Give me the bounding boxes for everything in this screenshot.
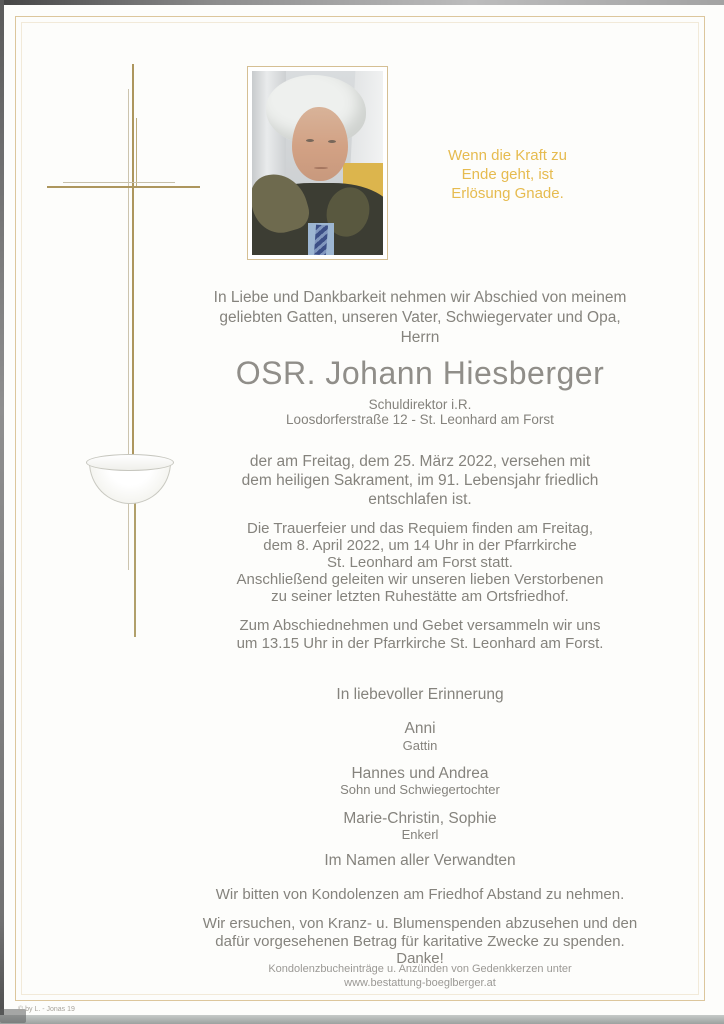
footer-line: www.bestattung-boeglberger.at [344, 976, 496, 989]
quote-line: Ende geht, ist [461, 166, 554, 183]
funeral-line: dem 8. April 2022, um 14 Uhr in der Pfarrkirche [263, 537, 577, 554]
scan-edge-top [0, 0, 724, 5]
photo-mouth [314, 167, 328, 169]
death-notice-paragraph [120, 452, 720, 509]
gathering-line: um 13.15 Uhr in der Pfarrkirche St. Leonhard am Forst. [236, 635, 604, 652]
intro-line: Herrn [400, 329, 440, 346]
family-note: Im Namen aller Verwandten [324, 852, 516, 869]
photo-tie [314, 225, 328, 255]
gathering-line: Zum Abschiednehmen und Gebet versammeln wir uns [239, 617, 601, 634]
mourner-name: Anni [404, 720, 436, 737]
photo-eye [328, 140, 336, 143]
cross-horizontal-line [63, 182, 175, 183]
cross-vertical-line [136, 118, 137, 186]
donation-note [120, 915, 720, 968]
deceased-name: OSR. Johann Hiesberger [235, 355, 605, 391]
deceased-address: Loosdorferstraße 12 - St. Leonhard am Forst [286, 412, 554, 427]
copyright-note: © by L. - Jonas 19 [18, 1006, 75, 1013]
deceased-title: Schuldirektor i.R. [368, 397, 472, 412]
quote-line: Wenn die Kraft zu [448, 147, 567, 164]
donation-line: dafür vorgesehenen Betrag für karitative Zwecke zu spenden. [215, 932, 625, 950]
quote-line: Erlösung Gnade. [451, 185, 564, 202]
cross-horizontal-line [47, 186, 200, 188]
mourner-relation: Enkerl [401, 827, 439, 842]
funeral-paragraph [120, 520, 720, 605]
portrait-photo-image [252, 71, 383, 255]
mourner-relation: Gattin [402, 738, 438, 753]
intro-line: In Liebe und Dankbarkeit nehmen wir Abschied von meinem [213, 289, 627, 306]
donation-line: Danke! [396, 950, 444, 967]
mourner-name: Marie-Christin, Sophie [343, 810, 497, 827]
remembrance-heading: In liebevoller Erinnerung [336, 686, 504, 703]
intro-line: geliebten Gatten, unseren Vater, Schwiegervater und Opa, [219, 309, 621, 326]
death-notice-line: der am Freitag, dem 25. März 2022, versehen mit [249, 453, 591, 470]
portrait-photo [247, 66, 388, 260]
quote-block [425, 146, 590, 203]
funeral-line: St. Leonhard am Forst statt. [327, 554, 513, 571]
photo-eye [306, 139, 314, 142]
footer-note [120, 963, 720, 990]
death-notice-line: dem heiligen Sakrament, im 91. Lebensjahr friedlich [241, 472, 599, 489]
death-notice-line: entschlafen ist. [368, 491, 472, 508]
funeral-line: Anschließend geleiten wir unseren lieben Verstorbenen [236, 571, 604, 588]
scan-edge-left [0, 0, 4, 1024]
donation-line: Wir ersuchen, von Kranz- u. Blumenspenden abzusehen und den [202, 915, 638, 932]
funeral-line: zu seiner letzten Ruhestätte am Ortsfriedhof. [271, 588, 569, 605]
funeral-line: Die Trauerfeier und das Requiem finden am Freitag, [246, 520, 593, 537]
footer-line: Kondolenzbucheinträge u. Anzünden von Gedenkkerzen unter [268, 963, 572, 975]
mourner-relation: Sohn und Schwiegertochter [340, 782, 500, 797]
scan-edge-bottom [0, 1015, 724, 1024]
photo-face [292, 107, 348, 181]
gathering-paragraph [120, 617, 720, 653]
mourner-name: Hannes und Andrea [351, 765, 489, 782]
condolence-note: Wir bitten von Kondolenzen am Friedhof Abstand zu nehmen. [215, 886, 625, 903]
intro-paragraph [120, 288, 720, 348]
